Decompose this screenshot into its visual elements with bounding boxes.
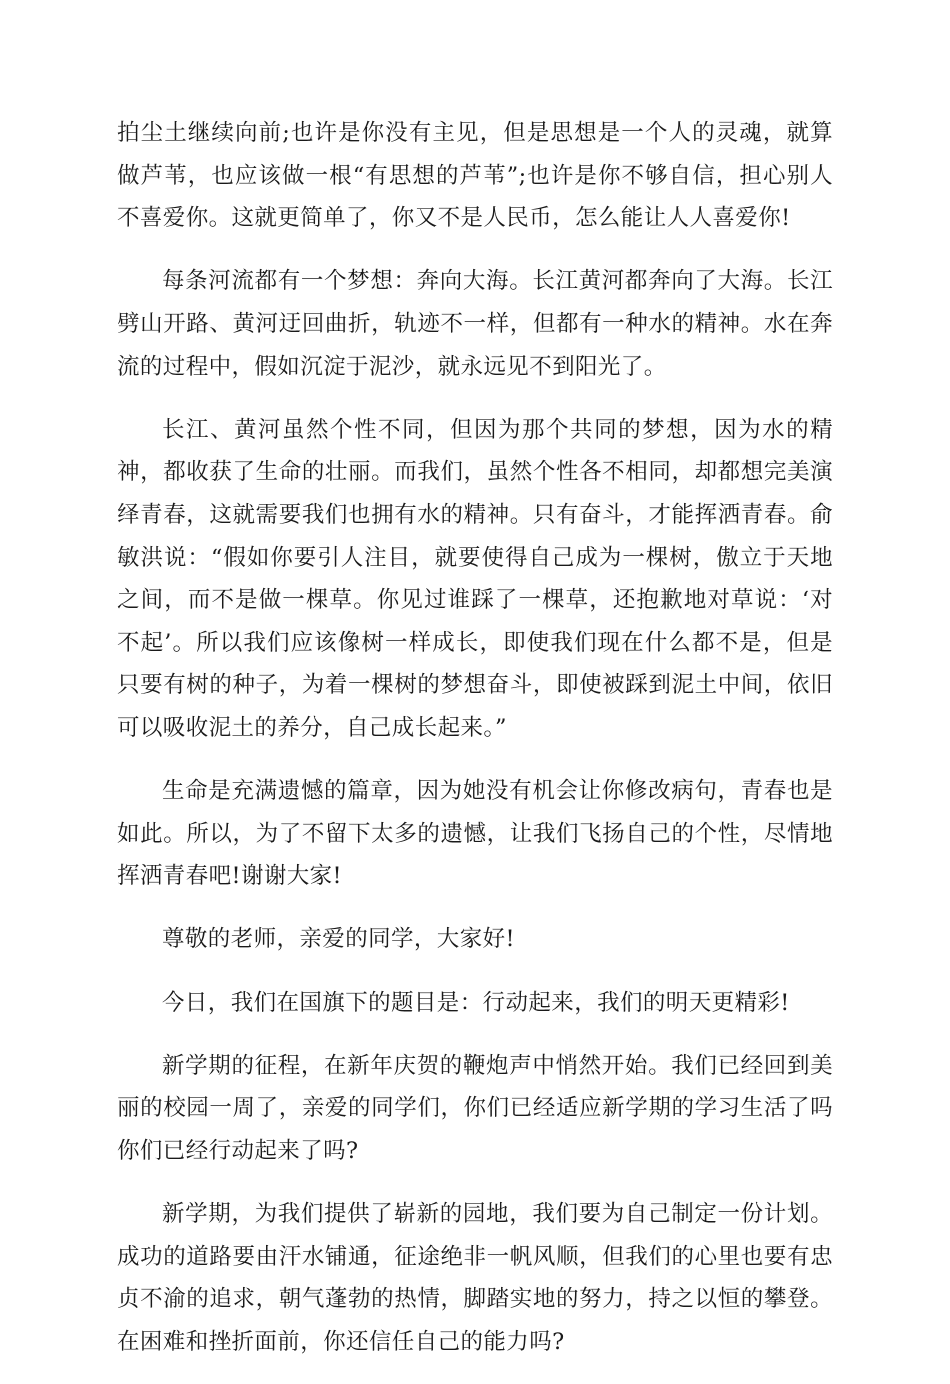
paragraph-8: 新学期，为我们提供了崭新的园地，我们要为自己制定一份计划。成功的道路要由汗水铺通，征途绝非一帆风顺，但我们的心里也要有忠贞不渝的追求，朝气蓬勃的热情，脚踏实地的努力，持之以恒的攀登。在困难和挫折面前，你还信任自己的能力吗?	[117, 1201, 833, 1355]
paragraph-3: 长江、黄河虽然个性不同，但因为那个共同的梦想，因为水的精神，都收获了生命的壮丽。而我们，虽然个性各不相同，却都想完美演绎青春，这就需要我们也拥有水的精神。只有奋斗，才能挥洒青春。俞敏洪说：“假如你要引人注目，就要使得自己成为一棵树，傲立于天地之间，而不是做一棵草。你见过谁踩了一棵草，还抱歉地对草说：‘对不起’。所以我们应该像树一样成长，即使我们现在什么都不是，但是只要有树的种子，为着一棵树的梦想奋斗，即使被踩到泥土中间，依旧可以吸收泥土的养分，自己成长起来。”	[117, 416, 833, 741]
paragraph-5: 尊敬的老师，亲爱的同学，大家好!	[162, 926, 515, 953]
paragraph-2: 每条河流都有一个梦想：奔向大海。长江黄河都奔向了大海。长江劈山开路、黄河迂回曲折，轨迹不一样，但都有一种水的精神。水在奔流的过程中，假如沉淀于泥沙，就永远见不到阳光了。	[117, 268, 833, 380]
paragraph-4: 生命是充满遗憾的篇章，因为她没有机会让你修改病句，青春也是如此。所以，为了不留下太多的遗憾，让我们飞扬自己的个性，尽情地挥洒青春吧!谢谢大家!	[117, 778, 833, 890]
document-body	[117, 112, 833, 1384]
paragraph-6: 今日，我们在国旗下的题目是：行动起来，我们的明天更精彩!	[162, 989, 790, 1016]
paragraph-1: 拍尘土继续向前;也许是你没有主见，但是思想是一个人的灵魂，就算做芦苇，也应该做一根“有思想的芦苇”;也许是你不够自信，担心别人不喜爱你。这就更简单了，你又不是人民币，怎么能让人人喜爱你!	[117, 120, 833, 232]
paragraph-7: 新学期的征程，在新年庆贺的鞭炮声中悄然开始。我们已经回到美丽的校园一周了，亲爱的同学们，你们已经适应新学期的学习生活了吗你们已经行动起来了吗?	[117, 1052, 833, 1165]
